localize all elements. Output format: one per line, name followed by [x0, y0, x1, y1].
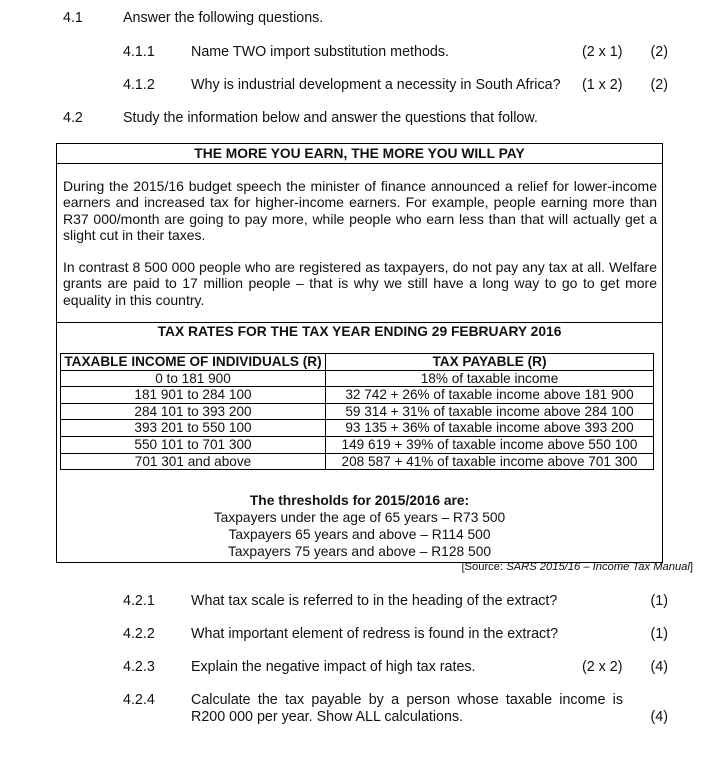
marks: (4) [650, 659, 668, 675]
subquestion-text: Name TWO import substitution methods. [191, 44, 449, 60]
table-cell: 59 314 + 31% of taxable income above 284 100 [326, 403, 654, 420]
table-row [61, 436, 654, 453]
extract-box [56, 143, 663, 563]
mark-allocation: (2 x 2) [582, 659, 623, 675]
question-number: 4.1 [63, 10, 83, 26]
thresholds-title: The thresholds for 2015/2016 are: [249, 493, 470, 508]
subquestion-text: Calculate the tax payable by a person whose taxable income is [191, 692, 623, 708]
table-cell: 208 587 + 41% of taxable income above 701 300 [326, 453, 654, 470]
divider [57, 163, 662, 164]
subquestion-number: 4.2.1 [123, 593, 155, 609]
subquestion-text: What tax scale is referred to in the heading of the extract? [191, 593, 558, 609]
threshold-line: Taxpayers 75 years and above – R128 500 [227, 544, 492, 559]
threshold-line: Taxpayers under the age of 65 years – R73 500 [213, 510, 506, 525]
question-number: 4.2 [63, 110, 83, 126]
table-title: TAX RATES FOR THE TAX YEAR ENDING 29 FEBRUARY 2016 [157, 324, 562, 339]
extract-paragraph: In contrast 8 500 000 people who are registered as taxpayers, do not pay any tax at all. Welfare grants are paid to 17 million people – that is why we still have a long way to go to get more equality in this country. [63, 259, 657, 308]
marks: (1) [650, 626, 668, 642]
table-cell: 0 to 181 900 [61, 370, 326, 387]
subquestion-number: 4.1.2 [123, 77, 155, 93]
mark-allocation: (1 x 2) [582, 77, 623, 93]
threshold-line: Taxpayers 65 years and above – R114 500 [228, 527, 491, 542]
marks: (4) [650, 709, 668, 725]
table-cell: 701 301 and above [61, 453, 326, 470]
table-row [61, 387, 654, 404]
question-text: Answer the following questions. [123, 10, 324, 26]
table-cell: 149 619 + 39% of taxable income above 550 100 [326, 436, 654, 453]
table-cell: 393 201 to 550 100 [61, 420, 326, 437]
table-row [61, 420, 654, 437]
table-cell: 284 101 to 393 200 [61, 403, 326, 420]
extract-title: THE MORE YOU EARN, THE MORE YOU WILL PAY [194, 146, 525, 161]
source-suffix: ] [689, 561, 693, 573]
marks: (2) [650, 77, 668, 93]
source-citation [461, 561, 693, 573]
subquestion-text: R200 000 per year. Show ALL calculations. [191, 709, 464, 725]
subquestion-text: Explain the negative impact of high tax rates. [191, 659, 476, 675]
marks: (1) [650, 593, 668, 609]
table-row [61, 370, 654, 387]
source-title: SARS 2015/16 – Income Tax Manual [506, 561, 690, 573]
subquestion-text: What important element of redress is found in the extract? [191, 626, 559, 642]
question-text: Study the information below and answer the questions that follow. [123, 110, 538, 126]
table-header-row [61, 354, 654, 371]
column-header: TAXABLE INCOME OF INDIVIDUALS (R) [61, 354, 326, 371]
table-cell: 18% of taxable income [326, 370, 654, 387]
mark-allocation: (2 x 1) [582, 44, 623, 60]
subquestion-number: 4.2.4 [123, 692, 155, 708]
marks: (2) [650, 44, 668, 60]
table-cell: 181 901 to 284 100 [61, 387, 326, 404]
subquestion-number: 4.1.1 [123, 44, 155, 60]
subquestion-text: Why is industrial development a necessity in South Africa? [191, 77, 561, 93]
table-cell: 93 135 + 36% of taxable income above 393 200 [326, 420, 654, 437]
extract-paragraph: During the 2015/16 budget speech the minister of finance announced a relief for lower-income earners and increased tax for higher-income earners. For example, people earning more than R37 000/month are going to pay more, while people who earn less than that will actually get a slight cut in their taxes. [63, 178, 657, 243]
source-prefix: [Source: [461, 561, 507, 573]
tax-rates-table [60, 353, 654, 470]
divider [57, 322, 662, 323]
table-cell: 550 101 to 701 300 [61, 436, 326, 453]
table-row [61, 453, 654, 470]
table-cell: 32 742 + 26% of taxable income above 181 900 [326, 387, 654, 404]
subquestion-number: 4.2.2 [123, 626, 155, 642]
column-header: TAX PAYABLE (R) [326, 354, 654, 371]
table-row [61, 403, 654, 420]
subquestion-number: 4.2.3 [123, 659, 155, 675]
